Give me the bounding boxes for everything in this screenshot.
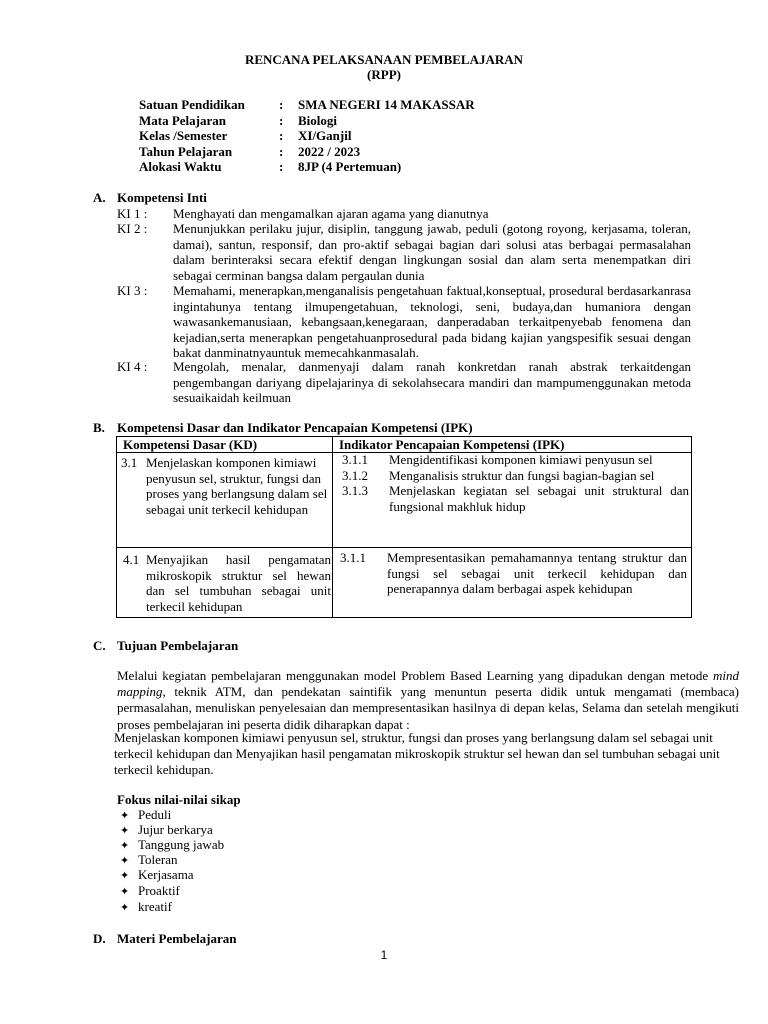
ki-text: Menghayati dan mengamalkan ajaran agama yang dianutnya — [173, 206, 489, 221]
ki-label: KI 3 : — [117, 283, 148, 298]
document-subtitle: (RPP) — [367, 67, 401, 82]
page-number: 1 — [380, 948, 388, 962]
ipk-number: 3.1.2 — [342, 468, 368, 483]
section-a-letter: A. — [93, 190, 106, 205]
attitude-focus-title: Fokus nilai-nilai sikap — [117, 792, 241, 807]
section-c-title: Tujuan Pembelajaran — [117, 638, 239, 653]
attitude-value: Kerjasama — [138, 867, 194, 882]
section-b-letter: B. — [93, 420, 105, 435]
kd-number: 4.1 — [123, 552, 140, 567]
section-a-title: Kompetensi Inti — [117, 190, 207, 205]
identity-colon: : — [279, 159, 284, 174]
four-pointed-star-icon: ✦ — [120, 809, 130, 822]
four-pointed-star-icon: ✦ — [120, 839, 130, 852]
kd-number: 3.1 — [121, 455, 138, 470]
four-pointed-star-icon: ✦ — [120, 869, 130, 882]
kd-cell — [117, 453, 333, 548]
ipk-cell — [333, 453, 692, 548]
identity-label: Alokasi Waktu — [139, 159, 222, 174]
ki-label: KI 2 : — [117, 221, 148, 236]
attitude-value: kreatif — [138, 899, 172, 914]
ipk-number: 3.1.1 — [342, 452, 368, 467]
ipk-text: Menjelaskan kegiatan sel sebagai unit struktural dan fungsional makhluk hidup — [389, 483, 689, 514]
ipk-column-header: Indikator Pencapaian Kompetensi (IPK) — [333, 437, 692, 453]
ki-label: KI 1 : — [117, 206, 148, 221]
list-item — [120, 822, 213, 838]
four-pointed-star-icon: ✦ — [120, 824, 130, 837]
identity-colon: : — [279, 144, 284, 159]
list-item — [120, 899, 172, 915]
ipk-text: Mengidentifikasi komponen kimiawi penyusun sel — [389, 452, 653, 467]
ipk-number: 3.1.1 — [340, 550, 366, 565]
ipk-text: Mempresentasikan pemahamannya tentang struktur dan fungsi sel sebagai unit terkecil kehidupan dan penerapannya dalam berbagai aspek kehidupan — [387, 550, 687, 597]
list-item — [120, 837, 224, 853]
document-title: RENCANA PELAKSANAAN PEMBELAJARAN — [244, 52, 524, 67]
identity-colon: : — [279, 113, 284, 128]
identity-value: Biologi — [298, 113, 338, 128]
ipk-cell — [333, 548, 692, 618]
kd-text: Menjelaskan komponen kimiawi penyusun sel, struktur, fungsi dan proses yang berlangsung dalam sel sebagai unit terkecil kehidupan — [146, 455, 328, 517]
identity-colon: : — [279, 128, 284, 143]
section-d-title: Materi Pembelajaran — [117, 931, 237, 946]
list-item — [120, 807, 171, 823]
attitude-value: Jujur berkarya — [138, 822, 213, 837]
kd-cell — [117, 548, 333, 618]
four-pointed-star-icon: ✦ — [120, 854, 130, 867]
ki-label: KI 4 : — [117, 359, 148, 374]
section-b-title: Kompetensi Dasar dan Indikator Pencapaian Kompetensi (IPK) — [117, 420, 473, 435]
identity-value: SMA NEGERI 14 MAKASSAR — [298, 97, 475, 112]
identity-value: XI/Ganjil — [298, 128, 352, 143]
ki-text: Mengolah, menalar, danmenyaji dalam ranah konkretdan ranah abstrak terkaitdengan pengembangan dariyang dipelajarinya di sekolahsecara mandiri dan mampumenggunakan metoda sesuaikaidah keilmuan — [173, 359, 691, 406]
four-pointed-star-icon: ✦ — [120, 885, 130, 898]
list-item — [120, 852, 178, 868]
identity-label: Tahun Pelajaran — [139, 144, 233, 159]
ki-text: Memahami, menerapkan,menganalisis pengetahuan faktual,konseptual, prosedural berdasarkanrasa ingintahunya tentang ilmupengetahuan, teknologi, seni, budaya,dan humaniora dengan wawasankemanusiaan, kebangsaan,kenegaraan, danperadaban terkaitpenyebab fenomena dan kejadian,serta menerapkan pengetahuanprosedural pada bidang kajian yangspesifik sesuai dengan bakat danminatnyauntuk memecahkanmasalah. — [173, 283, 691, 361]
kd-text: Menyajikan hasil pengamatan mikroskopik struktur sel hewan dan sel tumbuhan sebagai unit terkecil kehidupan — [146, 552, 331, 614]
attitude-value: Proaktif — [138, 883, 180, 898]
attitude-value: Peduli — [138, 807, 172, 822]
section-d-letter: D. — [93, 931, 106, 946]
identity-value: 8JP (4 Pertemuan) — [298, 159, 402, 174]
attitude-value: Toleran — [138, 852, 178, 867]
identity-label: Mata Pelajaran — [139, 113, 227, 128]
identity-label: Satuan Pendidikan — [139, 97, 245, 112]
objective-text-part: Melalui kegiatan pembelajaran menggunakan model Problem Based Learning yang dipadukan dengan metode — [117, 668, 713, 683]
identity-value: 2022 / 2023 — [298, 144, 361, 159]
four-pointed-star-icon: ✦ — [120, 901, 130, 914]
attitude-value: Tanggung jawab — [138, 837, 225, 852]
objective-text-part: , teknik ATM, dan pendekatan saintifik yang menuntun peserta didik untuk mengamati (membaca) permasalahan, menuliskan penyelesaian dan mempresentasikan hasilnya di depan kelas, Selama dan setelah mengikuti proses pembelajaran ini peserta didik diharapkan dapat : — [117, 684, 739, 732]
ipk-number: 3.1.3 — [342, 483, 368, 498]
ki-text: Menunjukkan perilaku jujur, disiplin, tanggung jawab, peduli (gotong royong, kerjasama, toleran, damai), santun, responsif, dan pro-aktif sebagai bagian dari solusi atas berbagai permasalahan dalam berinteraksi secara efektif dengan lingkungan sosial dan alam serta menempatkan diri sebagai cerminan bangsa dalam pergaulan dunia — [173, 221, 691, 283]
objective-emphasis: mind mapping — [117, 668, 739, 700]
identity-label: Kelas /Semester — [139, 128, 228, 143]
kd-column-header: Kompetensi Dasar (KD) — [117, 437, 333, 453]
section-c-letter: C. — [93, 638, 106, 653]
objective-paragraph — [117, 668, 739, 733]
ipk-text: Menganalisis struktur dan fungsi bagian-bagian sel — [389, 468, 655, 483]
objective-statement: Menjelaskan komponen kimiawi penyusun sel, struktur, fungsi dan proses yang berlangsung dalam sel sebagai unit terkecil kehidupan dan Menyajikan hasil pengamatan mikroskopik struktur sel hewan dan sel tumbuhan sebagai unit terkecil kehidupan. — [114, 730, 720, 778]
list-item — [120, 883, 180, 899]
list-item — [120, 867, 194, 883]
identity-colon: : — [279, 97, 284, 112]
kd-ipk-table — [116, 436, 692, 618]
